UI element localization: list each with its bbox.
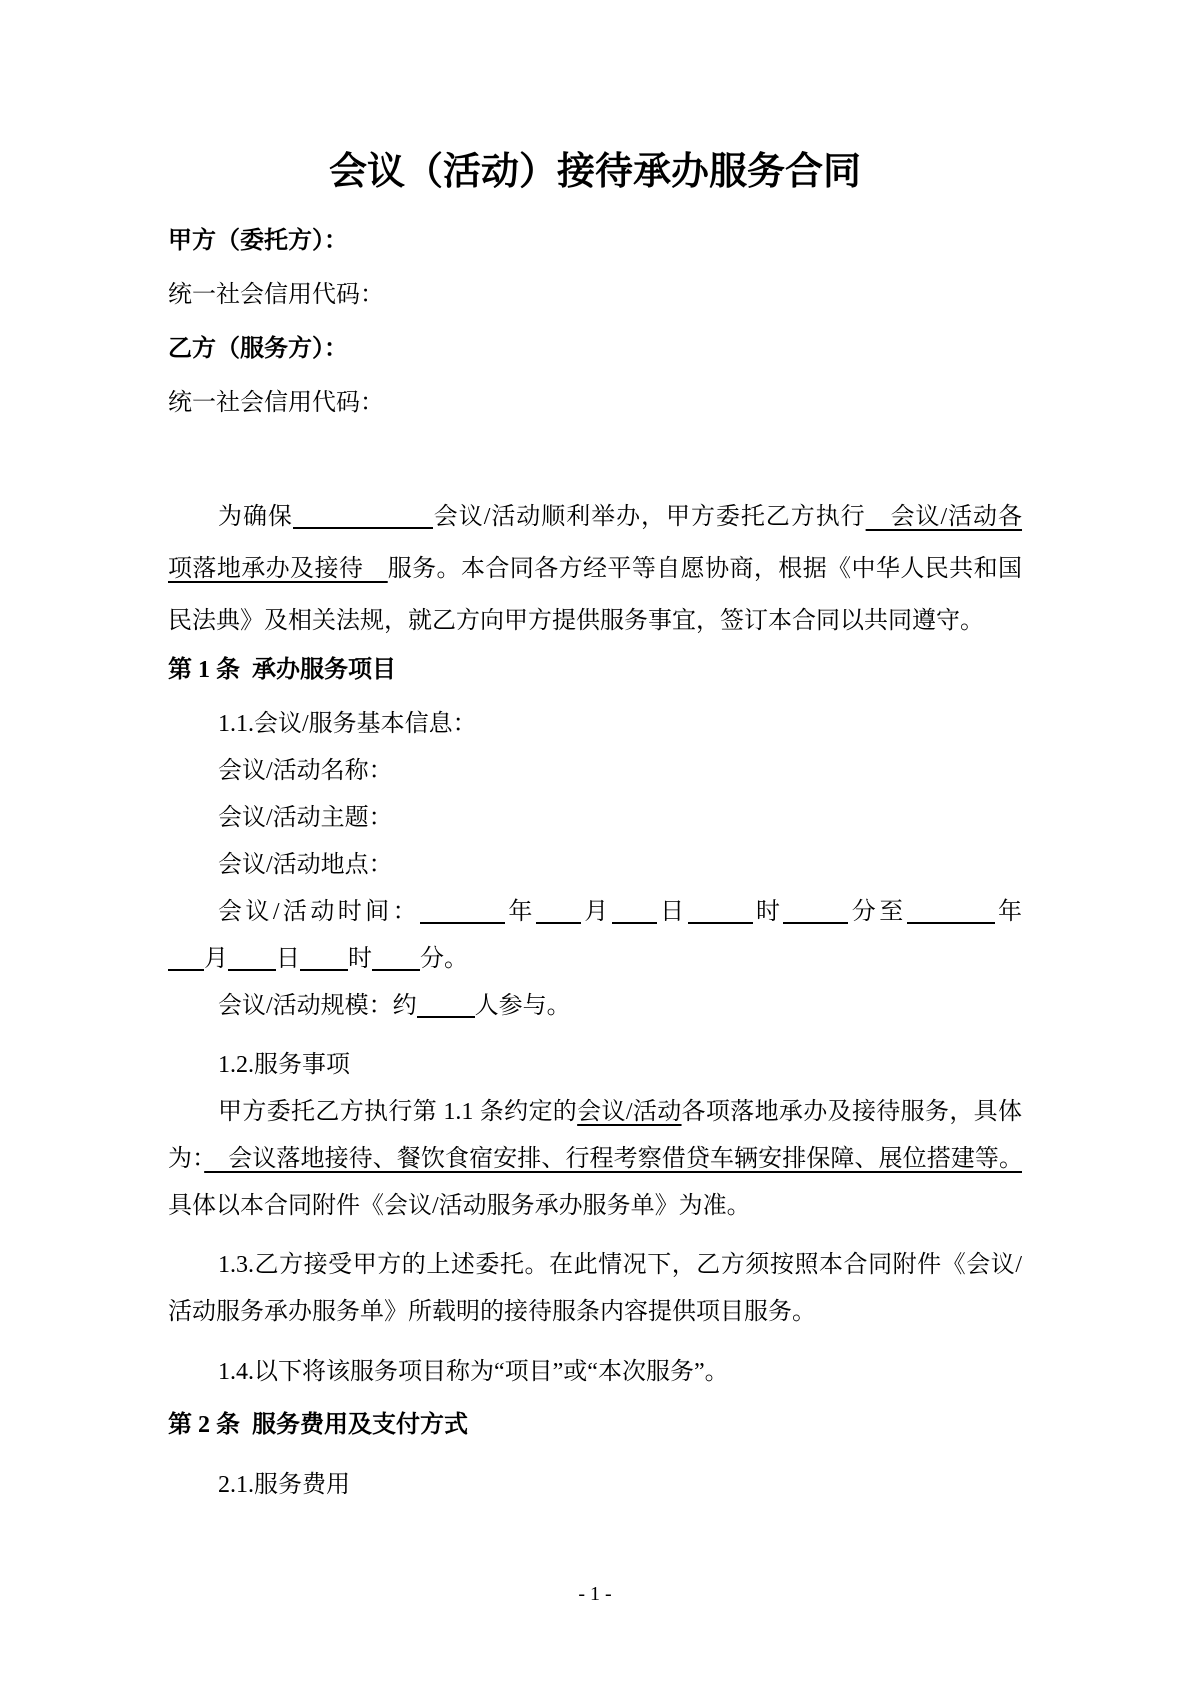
event-theme-label: 会议/活动主题：	[218, 805, 393, 831]
party-a-credit-code-label: 统一社会信用代码：	[168, 282, 384, 308]
article-1-heading: 第 1 条 承办服务项目	[168, 657, 396, 683]
unit-minute-to: 分至	[848, 899, 907, 925]
event-place-label: 会议/活动地点：	[218, 852, 393, 878]
clause-1-2-lead: 为：	[168, 1146, 205, 1172]
preamble-underlined-text-continued: 项落地承办及接待	[168, 556, 388, 582]
page-title: 会议（活动）接待承办服务合同	[328, 151, 861, 193]
event-time-label: 会议/活动时间：	[218, 899, 420, 925]
preamble-body-text: 服务。本合同各方经平等自愿协商，根据《中华人民共和国	[387, 556, 1023, 582]
fill-in-blank-year	[420, 898, 505, 924]
event-time-line-2	[168, 936, 1022, 983]
party-b-label: 乙方（服务方）：	[168, 336, 348, 362]
page-number: - 1 -	[578, 1583, 612, 1605]
party-a-label: 甲方（委托方）：	[168, 228, 348, 254]
clause-1-2-service-list-underlined: 会议落地接待、餐饮食宿安排、行程考察借贷车辆安排保障、展位搭建等。	[204, 1146, 1022, 1172]
clause-1-2-text-b: 各项落地承办及接待服务，具体	[681, 1099, 1023, 1125]
fill-in-blank-end-minute	[372, 945, 420, 971]
clause-1-2-line-3: 具体以本合同附件《会议/活动服务承办服务单》为准。	[168, 1193, 751, 1219]
fill-in-blank-hour	[688, 898, 753, 924]
unit-year-2: 年	[994, 899, 1023, 925]
event-scale-label: 会议/活动规模：约	[218, 993, 417, 1019]
preamble-line-3: 民法典》及相关法规，就乙方向甲方提供服务事宜，签订本合同以共同遵守。	[168, 608, 984, 634]
fill-in-blank-minute	[783, 898, 848, 924]
preamble-line-2	[168, 543, 1022, 595]
unit-hour-2: 时	[348, 946, 372, 972]
unit-month-2: 月	[204, 946, 228, 972]
event-scale-tail: 人参与。	[474, 993, 571, 1019]
unit-month: 月	[580, 899, 612, 925]
article-2-heading: 第 2 条 服务费用及支付方式	[168, 1412, 468, 1438]
preamble-mid-text: 会议/活动顺利举办，甲方委托乙方执行	[432, 504, 866, 530]
unit-year: 年	[505, 899, 536, 925]
clause-1-2-line-2	[168, 1136, 1022, 1183]
event-name-label: 会议/活动名称：	[218, 758, 393, 784]
preamble-paragraph	[168, 491, 1022, 647]
clause-1-3-line-1: 1.3.乙方接受甲方的上述委托。在此情况下，乙方须按照本合同附件《会议/	[218, 1252, 1022, 1278]
clause-1-2-label: 1.2.服务事项	[218, 1052, 350, 1078]
unit-hour: 时	[752, 899, 784, 925]
preamble-line-1	[168, 491, 1022, 543]
fill-in-blank-participants	[417, 992, 475, 1018]
fill-in-blank-month	[536, 898, 581, 924]
fill-in-blank-end-month	[168, 945, 204, 971]
unit-minute-end: 分。	[420, 946, 468, 972]
clause-2-1-label: 2.1.服务费用	[218, 1472, 350, 1498]
fill-in-blank-end-year	[907, 898, 995, 924]
clause-1-2-line-1	[168, 1089, 1022, 1136]
unit-day: 日	[656, 899, 688, 925]
preamble-underlined-text: 会议/活动各	[865, 504, 1023, 530]
event-scale-line	[168, 983, 1022, 1030]
fill-in-blank-day	[612, 898, 657, 924]
fill-in-blank-event-name	[293, 503, 433, 529]
clause-1-2-text-a: 甲方委托乙方执行第 1.1 条约定的	[218, 1099, 578, 1125]
clause-1-2-underlined: 会议/活动	[577, 1099, 682, 1125]
fill-in-blank-end-hour	[300, 945, 348, 971]
clause-1-1-label: 1.1.会议/服务基本信息：	[218, 711, 477, 737]
clause-1-3-line-2: 活动服务承办服务单》所载明的接待服条内容提供项目服务。	[168, 1299, 816, 1325]
fill-in-blank-end-day	[228, 945, 276, 971]
preamble-lead-text: 为确保	[218, 504, 293, 530]
unit-day-2: 日	[276, 946, 300, 972]
party-b-credit-code-label: 统一社会信用代码：	[168, 390, 384, 416]
clause-1-4-line: 1.4.以下将该服务项目称为“项目”或“本次服务”。	[218, 1359, 729, 1385]
event-time-line-1	[168, 889, 1022, 936]
